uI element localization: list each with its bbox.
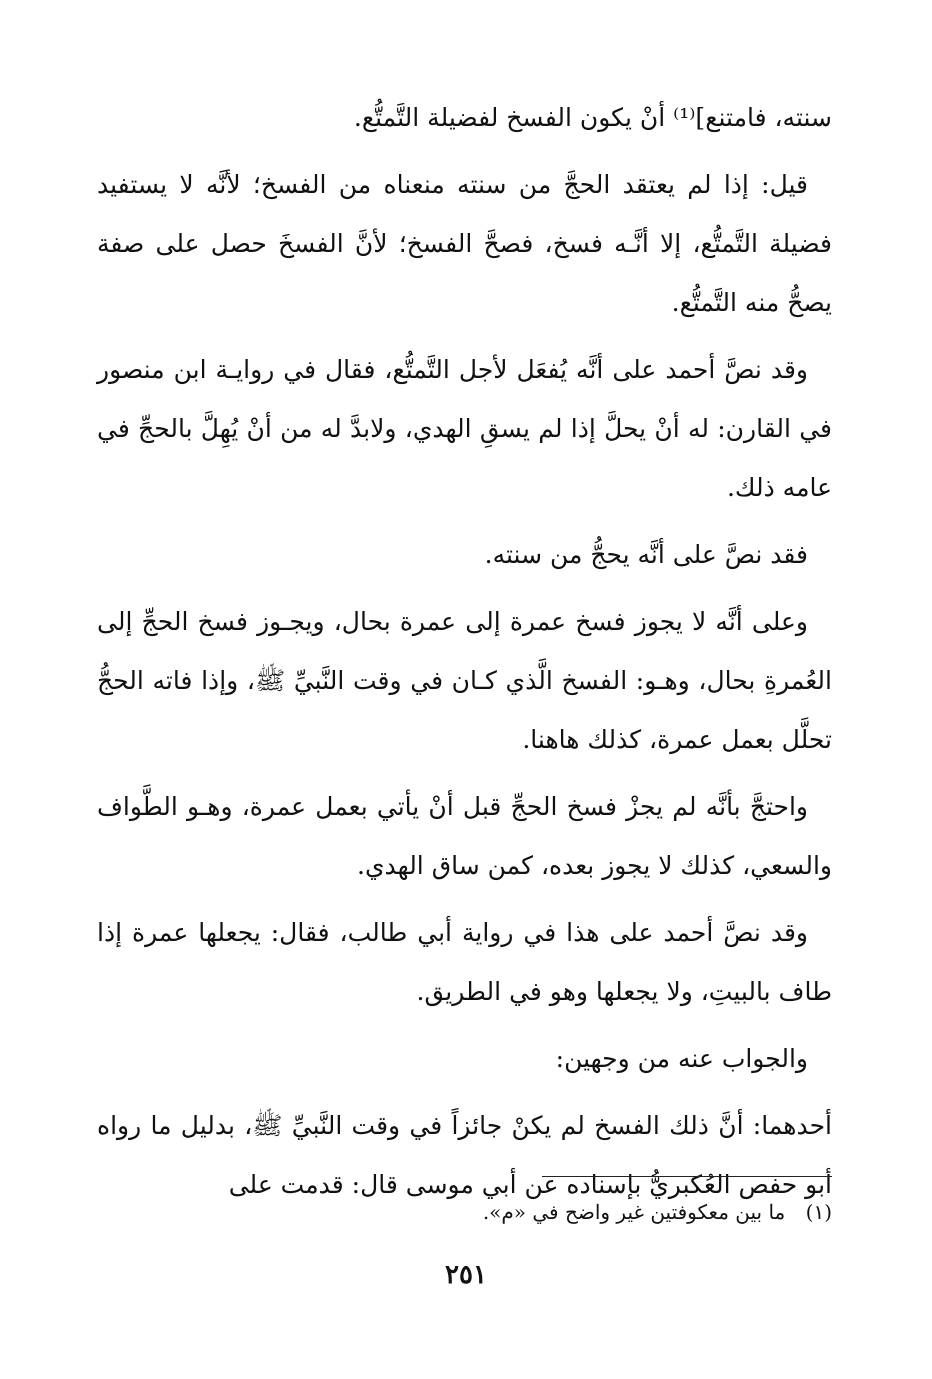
paragraph-1: سنته، فامتنع]⁽¹⁾ أنْ يكون الفسخ لفضيلة التَّمتُّع. (353, 103, 832, 132)
paragraph-6: واحتجَّ بأنَّه لم يجزْ فسخ الحجِّ قبل أنْ يأتي بعمل عمرة، وهـو الطَّواف والسعي، كذلك لا يجوز بعده، كمن ساق الهدي. (97, 792, 832, 880)
footnote (97, 1196, 832, 1228)
footnote-divider (542, 1176, 832, 1177)
footnote-number: (١) (805, 1200, 832, 1224)
paragraph-9: أحدهما: أنَّ ذلك الفسخ لم يكنْ جائزاً في وقت النَّبيِّ ﷺ، بدليل ما رواه أبو حفص العُكبريُّ بإسناده عن أبي موسى قال: قدمت على (97, 1111, 832, 1199)
paragraph-7: وقد نصَّ أحمد على هذا في رواية أبي طالب، فقال: يجعلها عمرة إذا طاف بالبيتِ، ولا يجعلها وهو في الطريق. (97, 918, 832, 1006)
main-text (97, 88, 832, 1222)
paragraph-3: وقد نصَّ أحمد على أنَّه يُفعَل لأجل التَّمتُّع، فقال في روايـة ابن منصور في القارن: له أنْ يحلَّ إذا لم يسقِ الهدي، ولابدَّ له من أنْ يُهِلَّ بالحجِّ في عامه ذلك. (97, 355, 832, 502)
paragraph-4: فقد نصَّ على أنَّه يحجُّ من سنته. (484, 540, 808, 569)
page-number: ٢٥١ (445, 1260, 487, 1290)
footnote-text: ما بين معكوفتين غير واضح في «م». (482, 1200, 786, 1224)
paragraph-2: قيل: إذا لم يعتقد الحجَّ من سنته منعناه من الفسخ؛ لأنَّه لا يستفيد فضيلة التَّمتُّع، إلا أنَّـه فسخ، فصحَّ الفسخ؛ لأنَّ الفسخَ حصل على صفة يصحُّ منه التَّمتُّع. (97, 170, 832, 317)
paragraph-8: والجواب عنه من وجهين: (555, 1044, 808, 1073)
paragraph-5: وعلى أنَّه لا يجوز فسخ عمرة إلى عمرة بحال، ويجـوز فسخ الحجِّ إلى العُمرةِ بحال، وهـو: الفسخ الَّذي كـان في وقت النَّبيِّ ﷺ، وإذا فاته الحجُّ تحلَّل بعمل عمرة، كذلك هاهنا. (97, 607, 832, 754)
